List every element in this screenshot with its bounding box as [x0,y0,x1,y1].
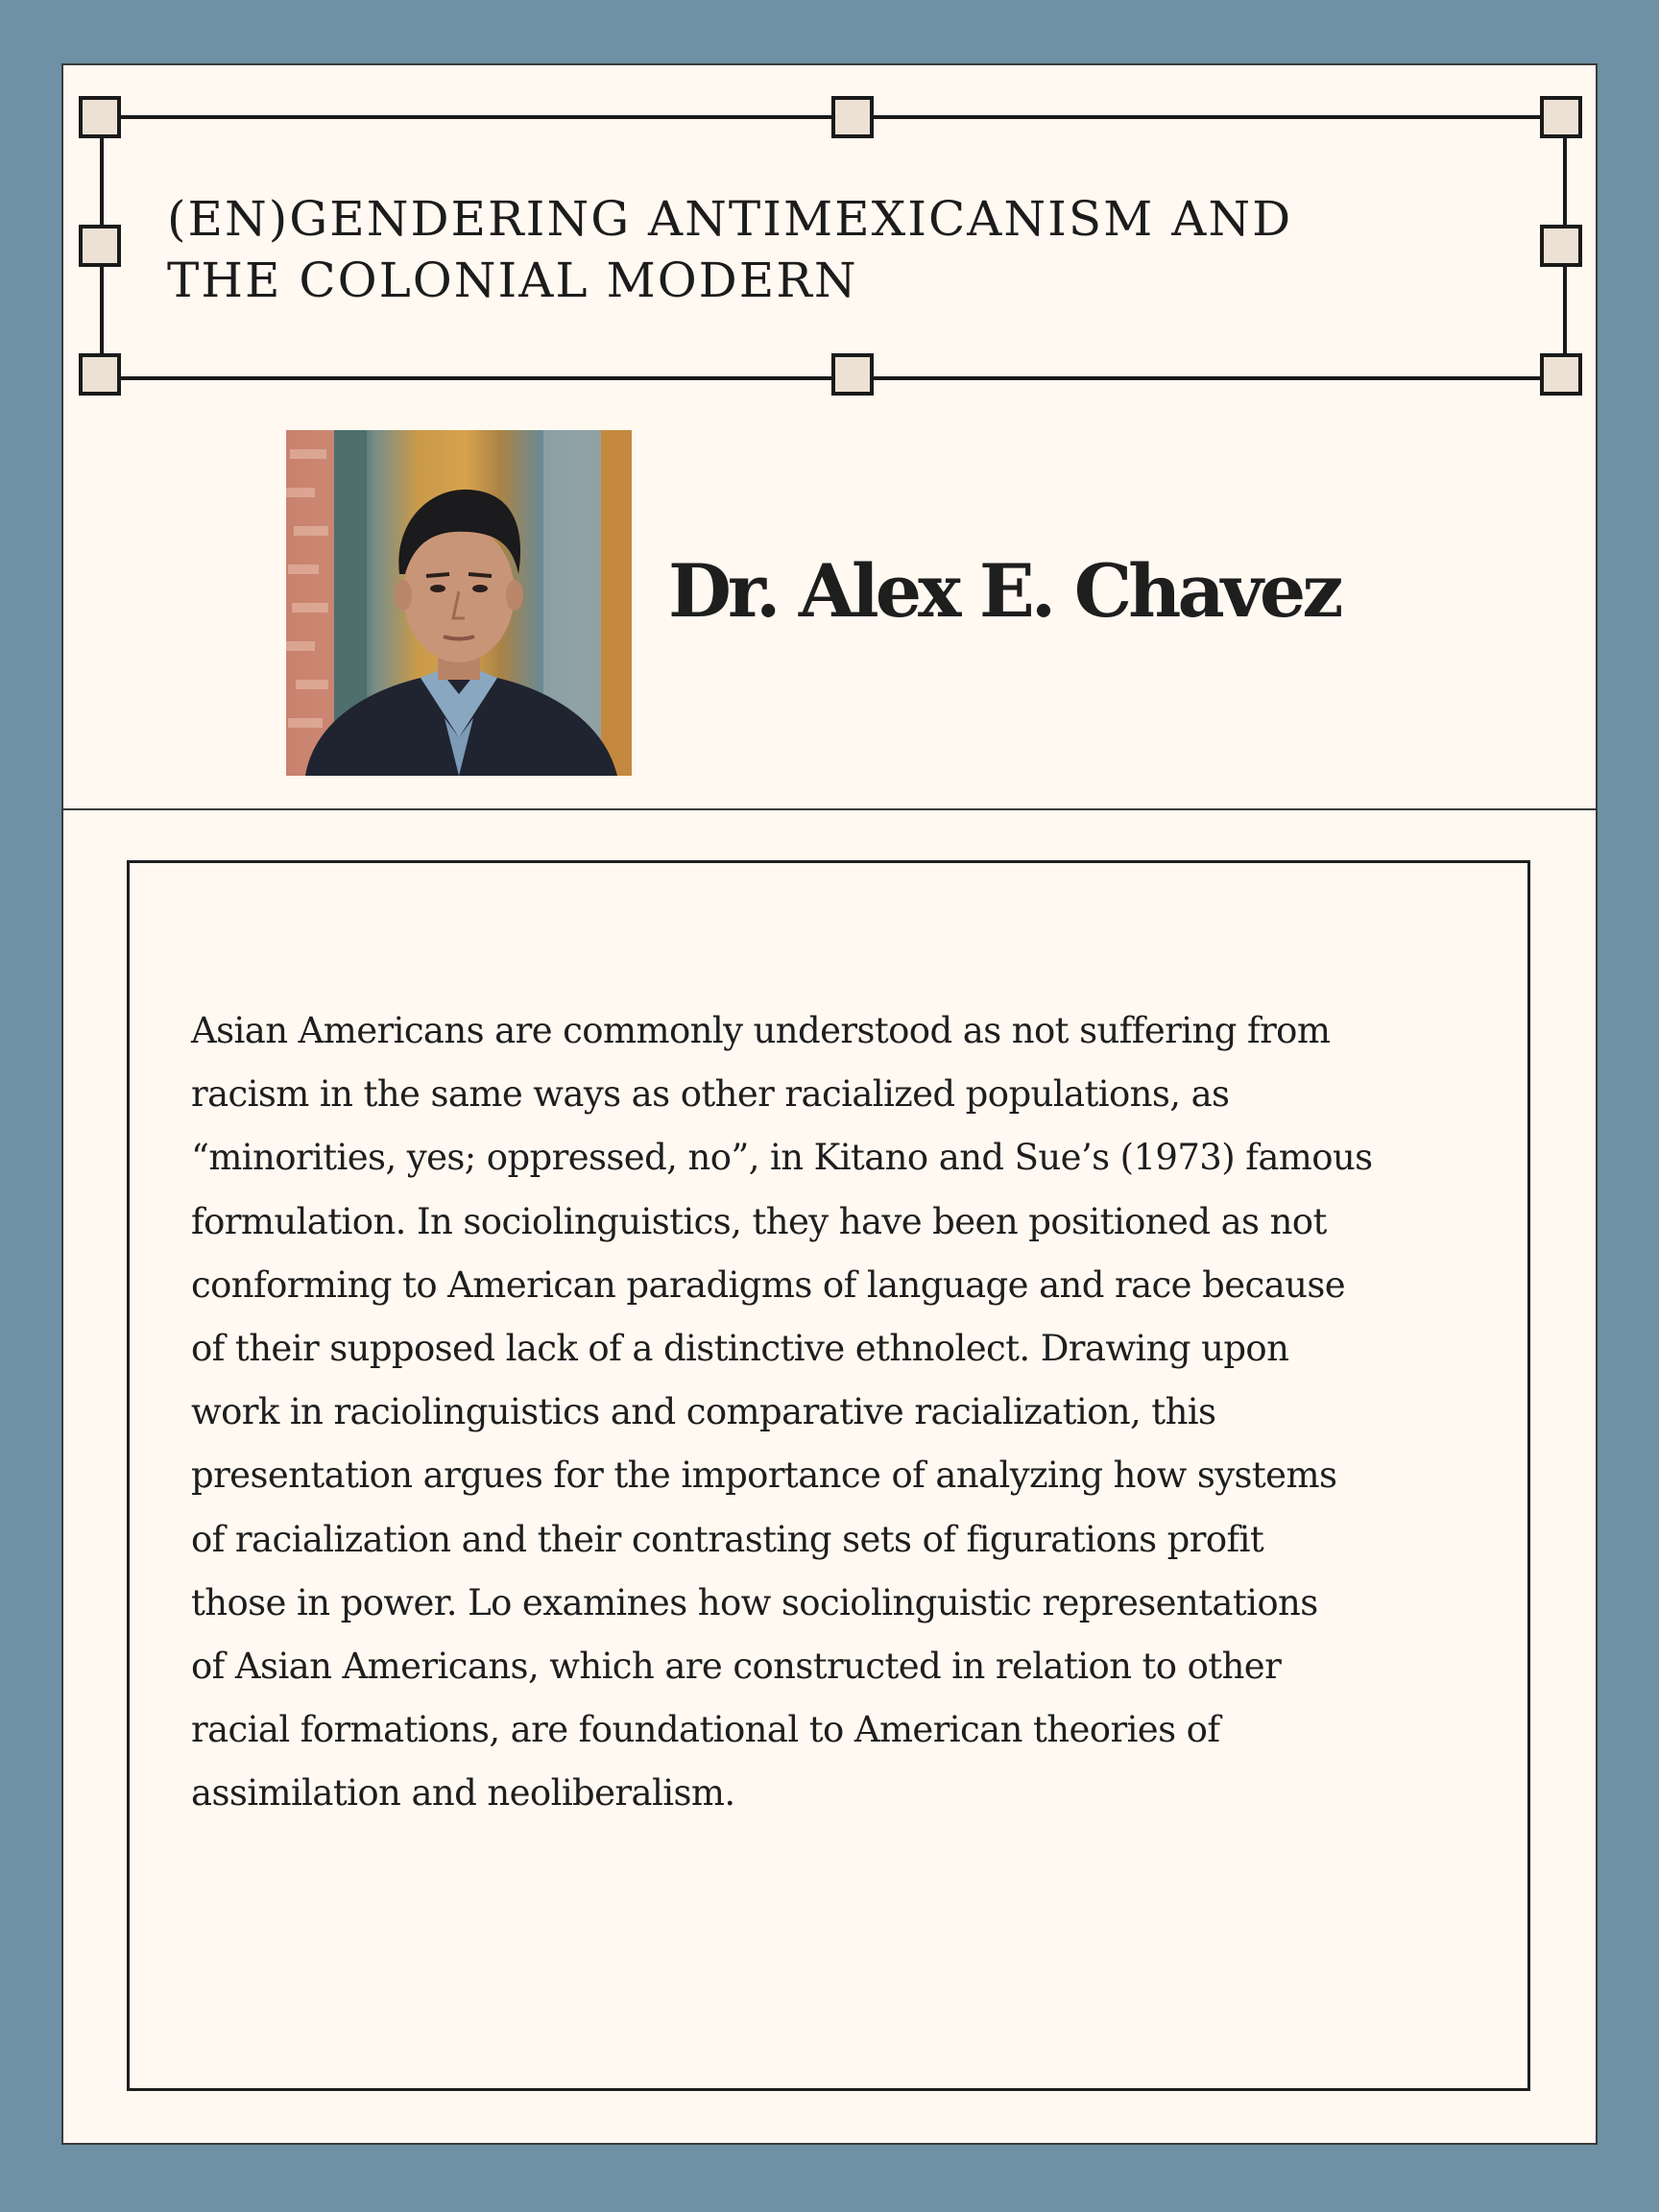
flyer-page [61,63,1598,2145]
frame-handle-middle-left [79,225,121,267]
abstract-line: racism in the same ways as other racialized populations, as [191,1073,1230,1116]
abstract-line: of their supposed lack of a distinctive ethnolect. Drawing upon [191,1328,1289,1370]
abstract-box [127,860,1530,2091]
event-title: (EN)GENDERING ANTIMEXICANISM AND THE COLONIAL MODERN [167,191,1293,308]
abstract-line: conforming to American paradigms of language and race because [191,1263,1346,1306]
frame-handle-top-right [1540,96,1582,138]
abstract-text [191,999,1401,1826]
abstract-line: “minorities, yes; oppressed, no”, in Kitano and Sue’s (1973) famous [191,1137,1373,1179]
abstract-line: of racialization and their contrasting sets of figurations profit [191,1518,1264,1560]
frame-handle-bottom-middle [831,353,874,396]
abstract-line: work in raciolinguistics and comparative racialization, this [191,1391,1216,1433]
section-divider [63,808,1596,810]
abstract-line: of Asian Americans, which are constructed in relation to other [191,1646,1282,1688]
abstract-line: those in power. Lo examines how sociolinguistic representations [191,1581,1318,1623]
frame-handle-top-left [79,96,121,138]
speaker-name: Dr. Alex E. Chavez [668,548,1340,634]
frame-handle-bottom-left [79,353,121,396]
title-frame [63,65,1598,411]
abstract-line: presentation argues for the importance of analyzing how systems [191,1455,1337,1497]
speaker-portrait-icon [286,430,632,776]
speaker-photo [286,430,632,776]
abstract-line: racial formations, are foundational to American theories of [191,1709,1220,1751]
abstract-line: assimilation and neoliberalism. [191,1772,735,1815]
frame-handle-middle-right [1540,225,1582,267]
frame-handle-bottom-right [1540,353,1582,396]
abstract-line: Asian Americans are commonly understood as not suffering from [191,1010,1331,1051]
frame-handle-top-middle [831,96,874,138]
abstract-line: formulation. In sociolinguistics, they have been positioned as not [191,1200,1327,1242]
